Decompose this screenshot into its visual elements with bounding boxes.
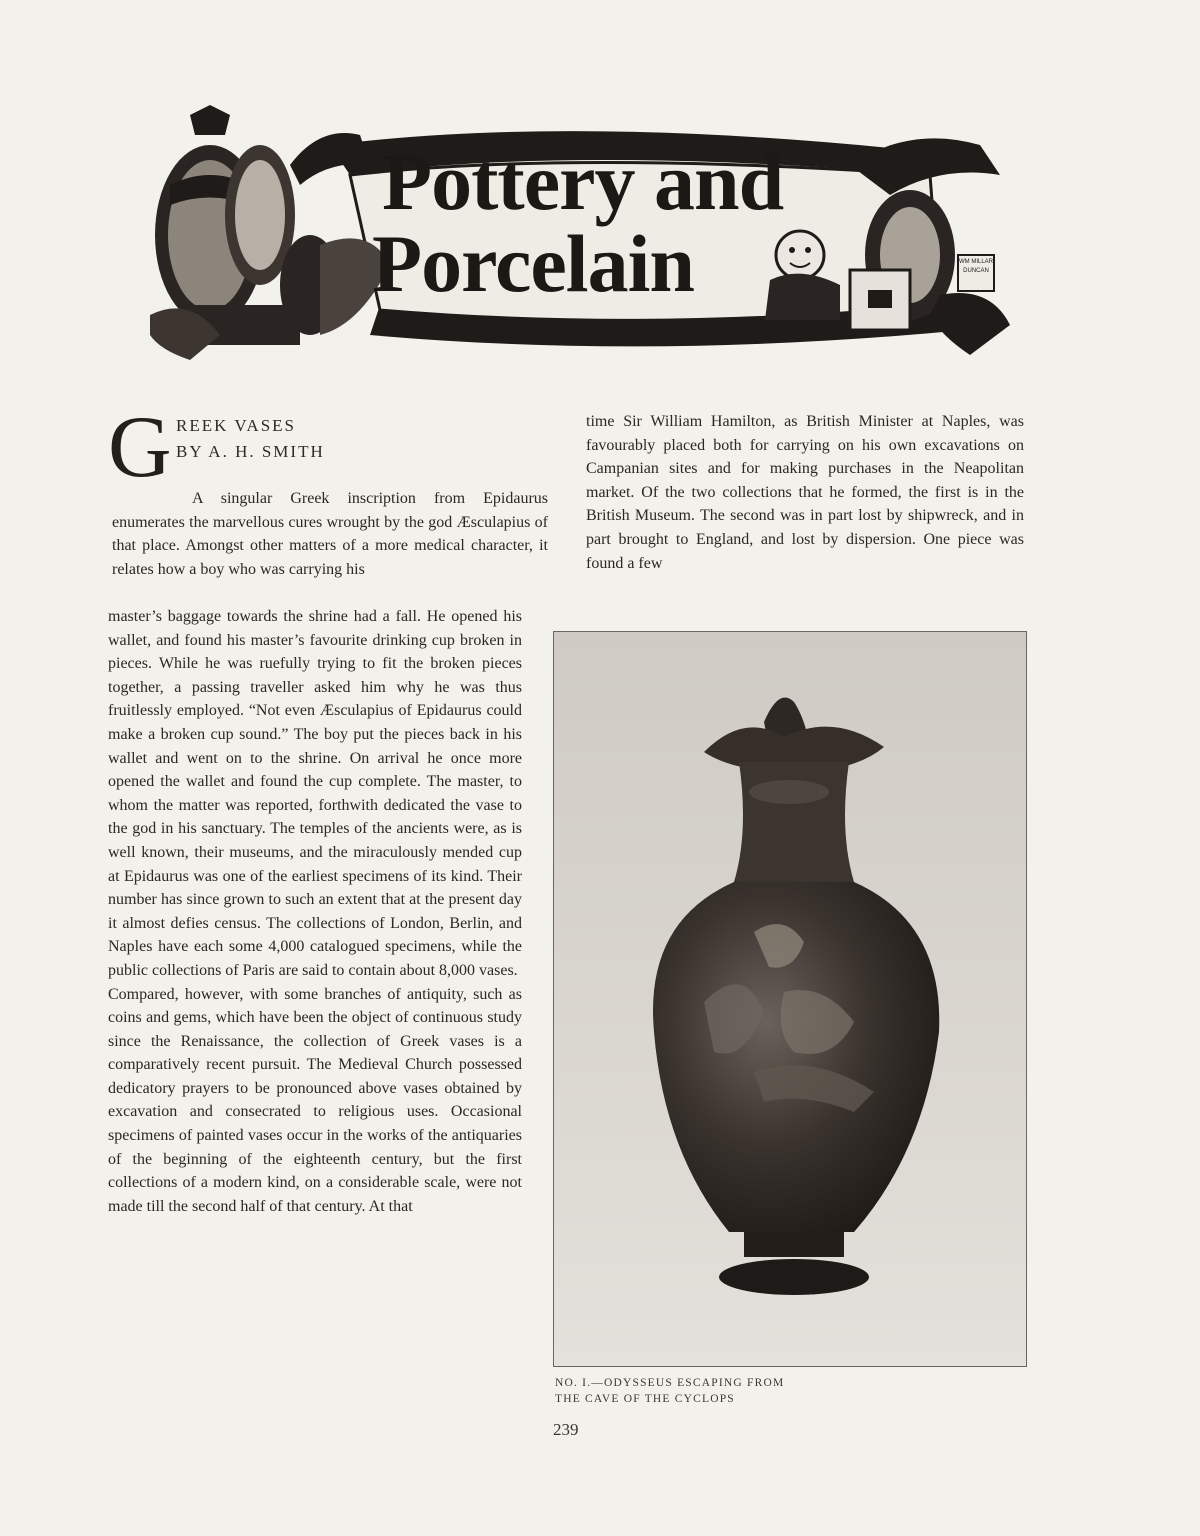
banner-title-line1: Pottery and (382, 136, 784, 227)
vase-image (554, 632, 1026, 1366)
intro-paragraph (112, 487, 548, 581)
article-byline: BY A. H. SMITH (176, 442, 325, 461)
header-banner (150, 105, 1015, 365)
page-number: 239 (553, 1420, 579, 1439)
caption-line-1: NO. I.—ODYSSEUS ESCAPING FROM (555, 1377, 785, 1389)
article-heading (108, 399, 558, 496)
body-paragraph-2: Compared, however, with some branches of antiquity, such as coins and gems, which have been the object of continuous study since the Renaissance, the collection of Greek vases is a comparatively recent pursuit. The Medieval Church possessed dedicatory prayers to be pronounced above vases obtained by excavation and consecrated to religious uses. Occasional specimens of painted vases occur in the works of the antiquaries of the beginning of the eighteenth century, but the first collections of a modern kind, on a considerable scale, were not made till the second half of that century. At that (108, 985, 522, 1215)
banner-title-line2: Porcelain (372, 218, 694, 309)
left-column-body (108, 605, 522, 1218)
vase-photograph (553, 631, 1027, 1367)
left-column-intro (112, 487, 548, 581)
body-paragraph-1: master’s baggage towards the shrine had a fall. He opened his wallet, and found his master’s favourite drinking cup broken in pieces. While he was ruefully trying to fit the broken pieces together, a passing traveller asked him why he was thus fruitlessly employed. “Not even Æsculapius of Epidaurus could make a broken cup sound.” The boy put the pieces back in his wallet and went on to the shrine. On arrival he once more opened the wallet and found the cup complete. The master, to whom the matter was reported, forthwith dedicated the vase to the god in his sanctuary. The temples of the ancients were, as is well known, their museums, and the miraculously mended cup at Epidaurus was one of the earliest specimens of its kind. Their number has since grown to such an extent that at the present day it almost defies census. The collections of London, Berlin, and Naples have each some 4,000 catalogued specimens, while the public collections of Paris are said to contain about 8,000 vases. (108, 608, 522, 979)
illustrator-signature: WM MILLAR DUNCAN (959, 259, 994, 274)
intro-text: A singular Greek inscription from Epidaurus enumerates the marvellous cures wrought by the god Æsculapius of that place. Amongst other matters of a more medical character, it relates how a boy who was carrying his (112, 490, 548, 578)
drop-cap: G (108, 399, 172, 496)
figure-caption (555, 1375, 855, 1407)
caption-line-2: THE CAVE OF THE CYCLOPS (555, 1393, 735, 1405)
article-title: REEK VASES (176, 416, 296, 435)
right-column-text: time Sir William Hamilton, as British Minister at Naples, was favourably placed both for carrying on his own excavations on Campanian sites and for making purchases in the Neapolitan market. Of the two collections that he formed, the first is in the British Museum. The second was in part lost by shipwreck, and in part brought to England, and lost by dispersion. One piece was found a few (586, 413, 1024, 572)
